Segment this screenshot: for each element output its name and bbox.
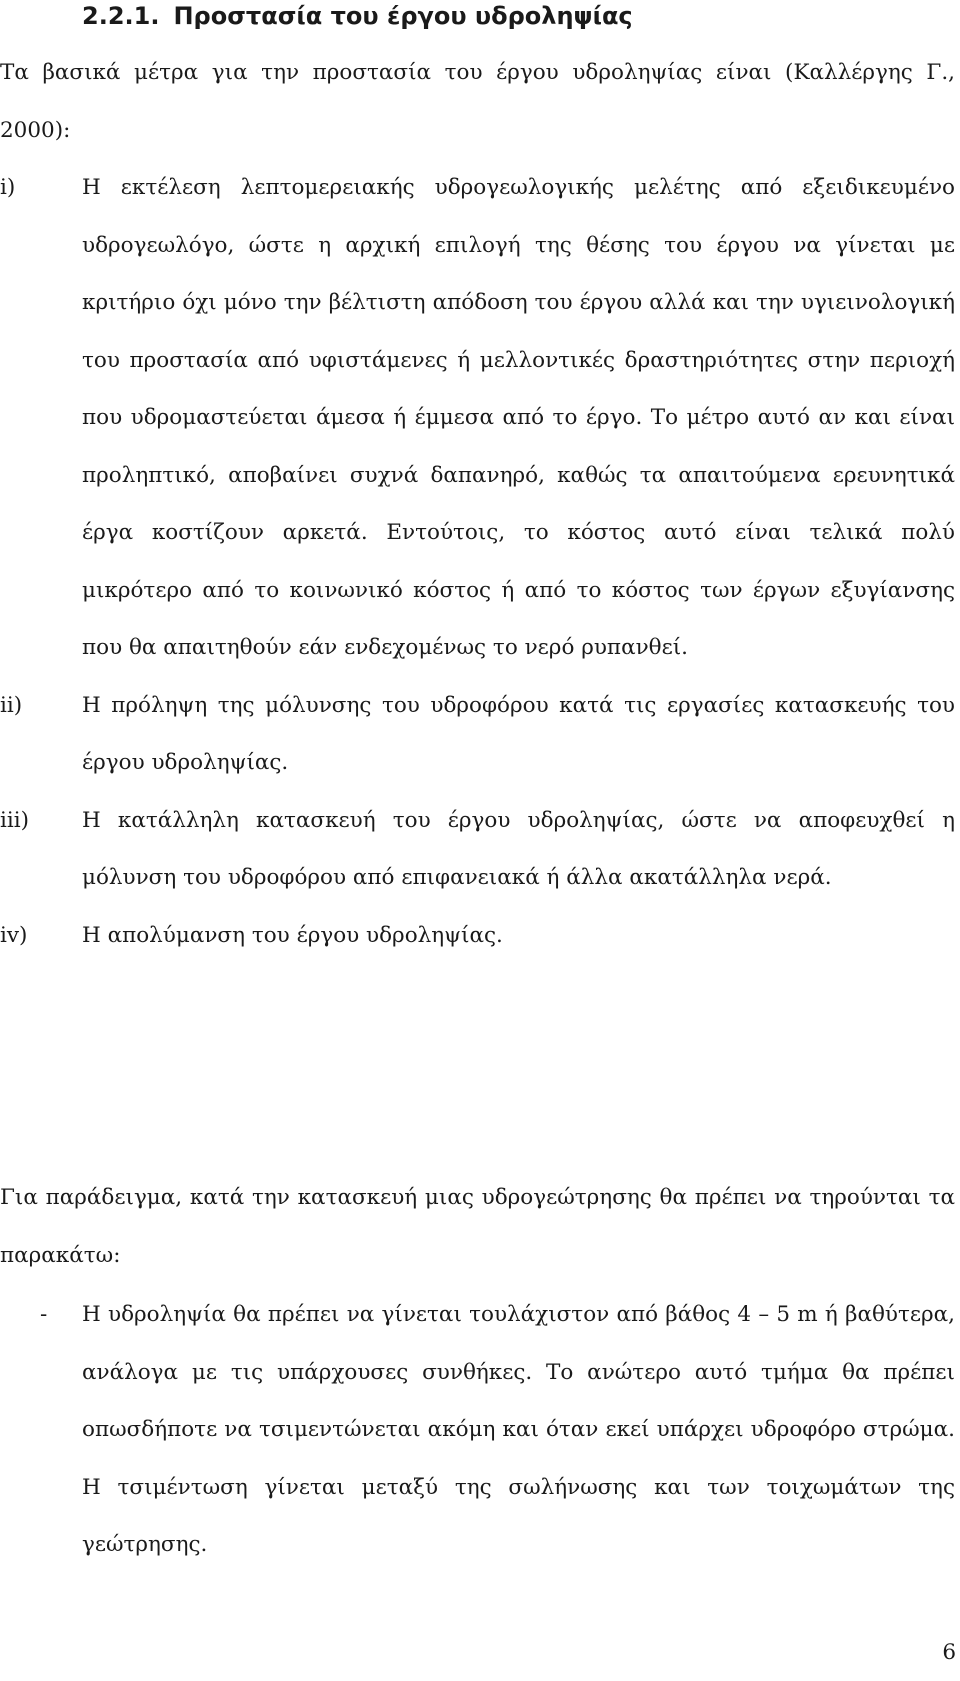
list-item-text: Η κατάλληλη κατασκευή του έργου υδροληψίας, ώστε να αποφευχθεί η μόλυνση του υδροφόρου από επιφανειακά ή άλλα ακατάλληλα νερά. [82,807,955,890]
list-item [0,677,955,792]
list-marker: ii) [0,692,23,718]
section-number: 2.2.1. [82,2,160,30]
list-item [0,792,955,907]
list-item-text: Η πρόληψη της μόλυνσης του υδροφόρου κατά τις εργασίες κατασκευής του έργου υδροληψίας. [82,692,955,775]
list-item-text: Η υδροληψία θα πρέπει να γίνεται τουλάχιστον από βάθος 4 – 5 m ή βαθύτερα, ανάλογα με τις υπάρχουσες συνθήκες. Το ανώτερο αυτό τμήμα θα πρέπει οπωσδήποτε να τσιμεντώνεται ακόμη και όταν εκεί υπάρχει υδροφόρο στρώμα. Η τσιμέντωση γίνεται μεταξύ της σωλήνωσης και των τοιχωμάτων της γεώτρησης. [82,1302,955,1557]
list-marker: iv) [0,922,28,948]
intro-paragraph: Τα βασικά μέτρα για την προστασία του έργου υδροληψίας είναι (Καλλέργης Γ., 2000): [0,60,955,143]
list-item [0,907,955,965]
requirements-list [0,1286,955,1574]
list-item-text: Η εκτέλεση λεπτομερειακής υδρογεωλογικής μελέτης από εξειδικευμένο υδρογεωλόγο, ώστε η αρχική επιλογή της θέσης του έργου να γίνεται με κριτήριο όχι μόνο την βέλτιστη απόδοση του έργου αλλά και την υγιεινολογική του προστασία από υφιστάμενες ή μελλοντικές δραστηριότητες στην περιοχή που υδρομαστεύεται άμεσα ή έμμεσα από το έργο. Το μέτρο αυτό αν και είναι προληπτικό, αποβαίνει συχνά δαπανηρό, καθώς τα απαιτούμενα ερευνητικά έργα κοστίζουν αρκετά. Εντούτοις, το κόστος αυτό είναι τελικά πολύ μικρότερο από το κοινωνικό κόστος ή από το κόστος των έργων εξυγίανσης που θα απαιτηθούν εάν ενδεχομένως το νερό ρυπανθεί. [82,175,955,660]
example-paragraph: Για παράδειγμα, κατά την κατασκευή μιας υδρογεώτρησης θα πρέπει να τηρούνται τα παρακάτω: [0,1185,955,1268]
section-title: Προστασία του έργου υδροληψίας [173,2,633,30]
measures-list [0,159,955,964]
list-item [0,159,955,677]
page-number: 6 [942,1640,956,1665]
dash-marker: - [40,1302,48,1327]
section-heading [82,0,633,32]
list-marker: iii) [0,807,30,833]
list-marker: i) [0,175,16,200]
list-item-text: Η απολύμανση του έργου υδροληψίας. [82,922,503,948]
list-item [0,1286,955,1574]
